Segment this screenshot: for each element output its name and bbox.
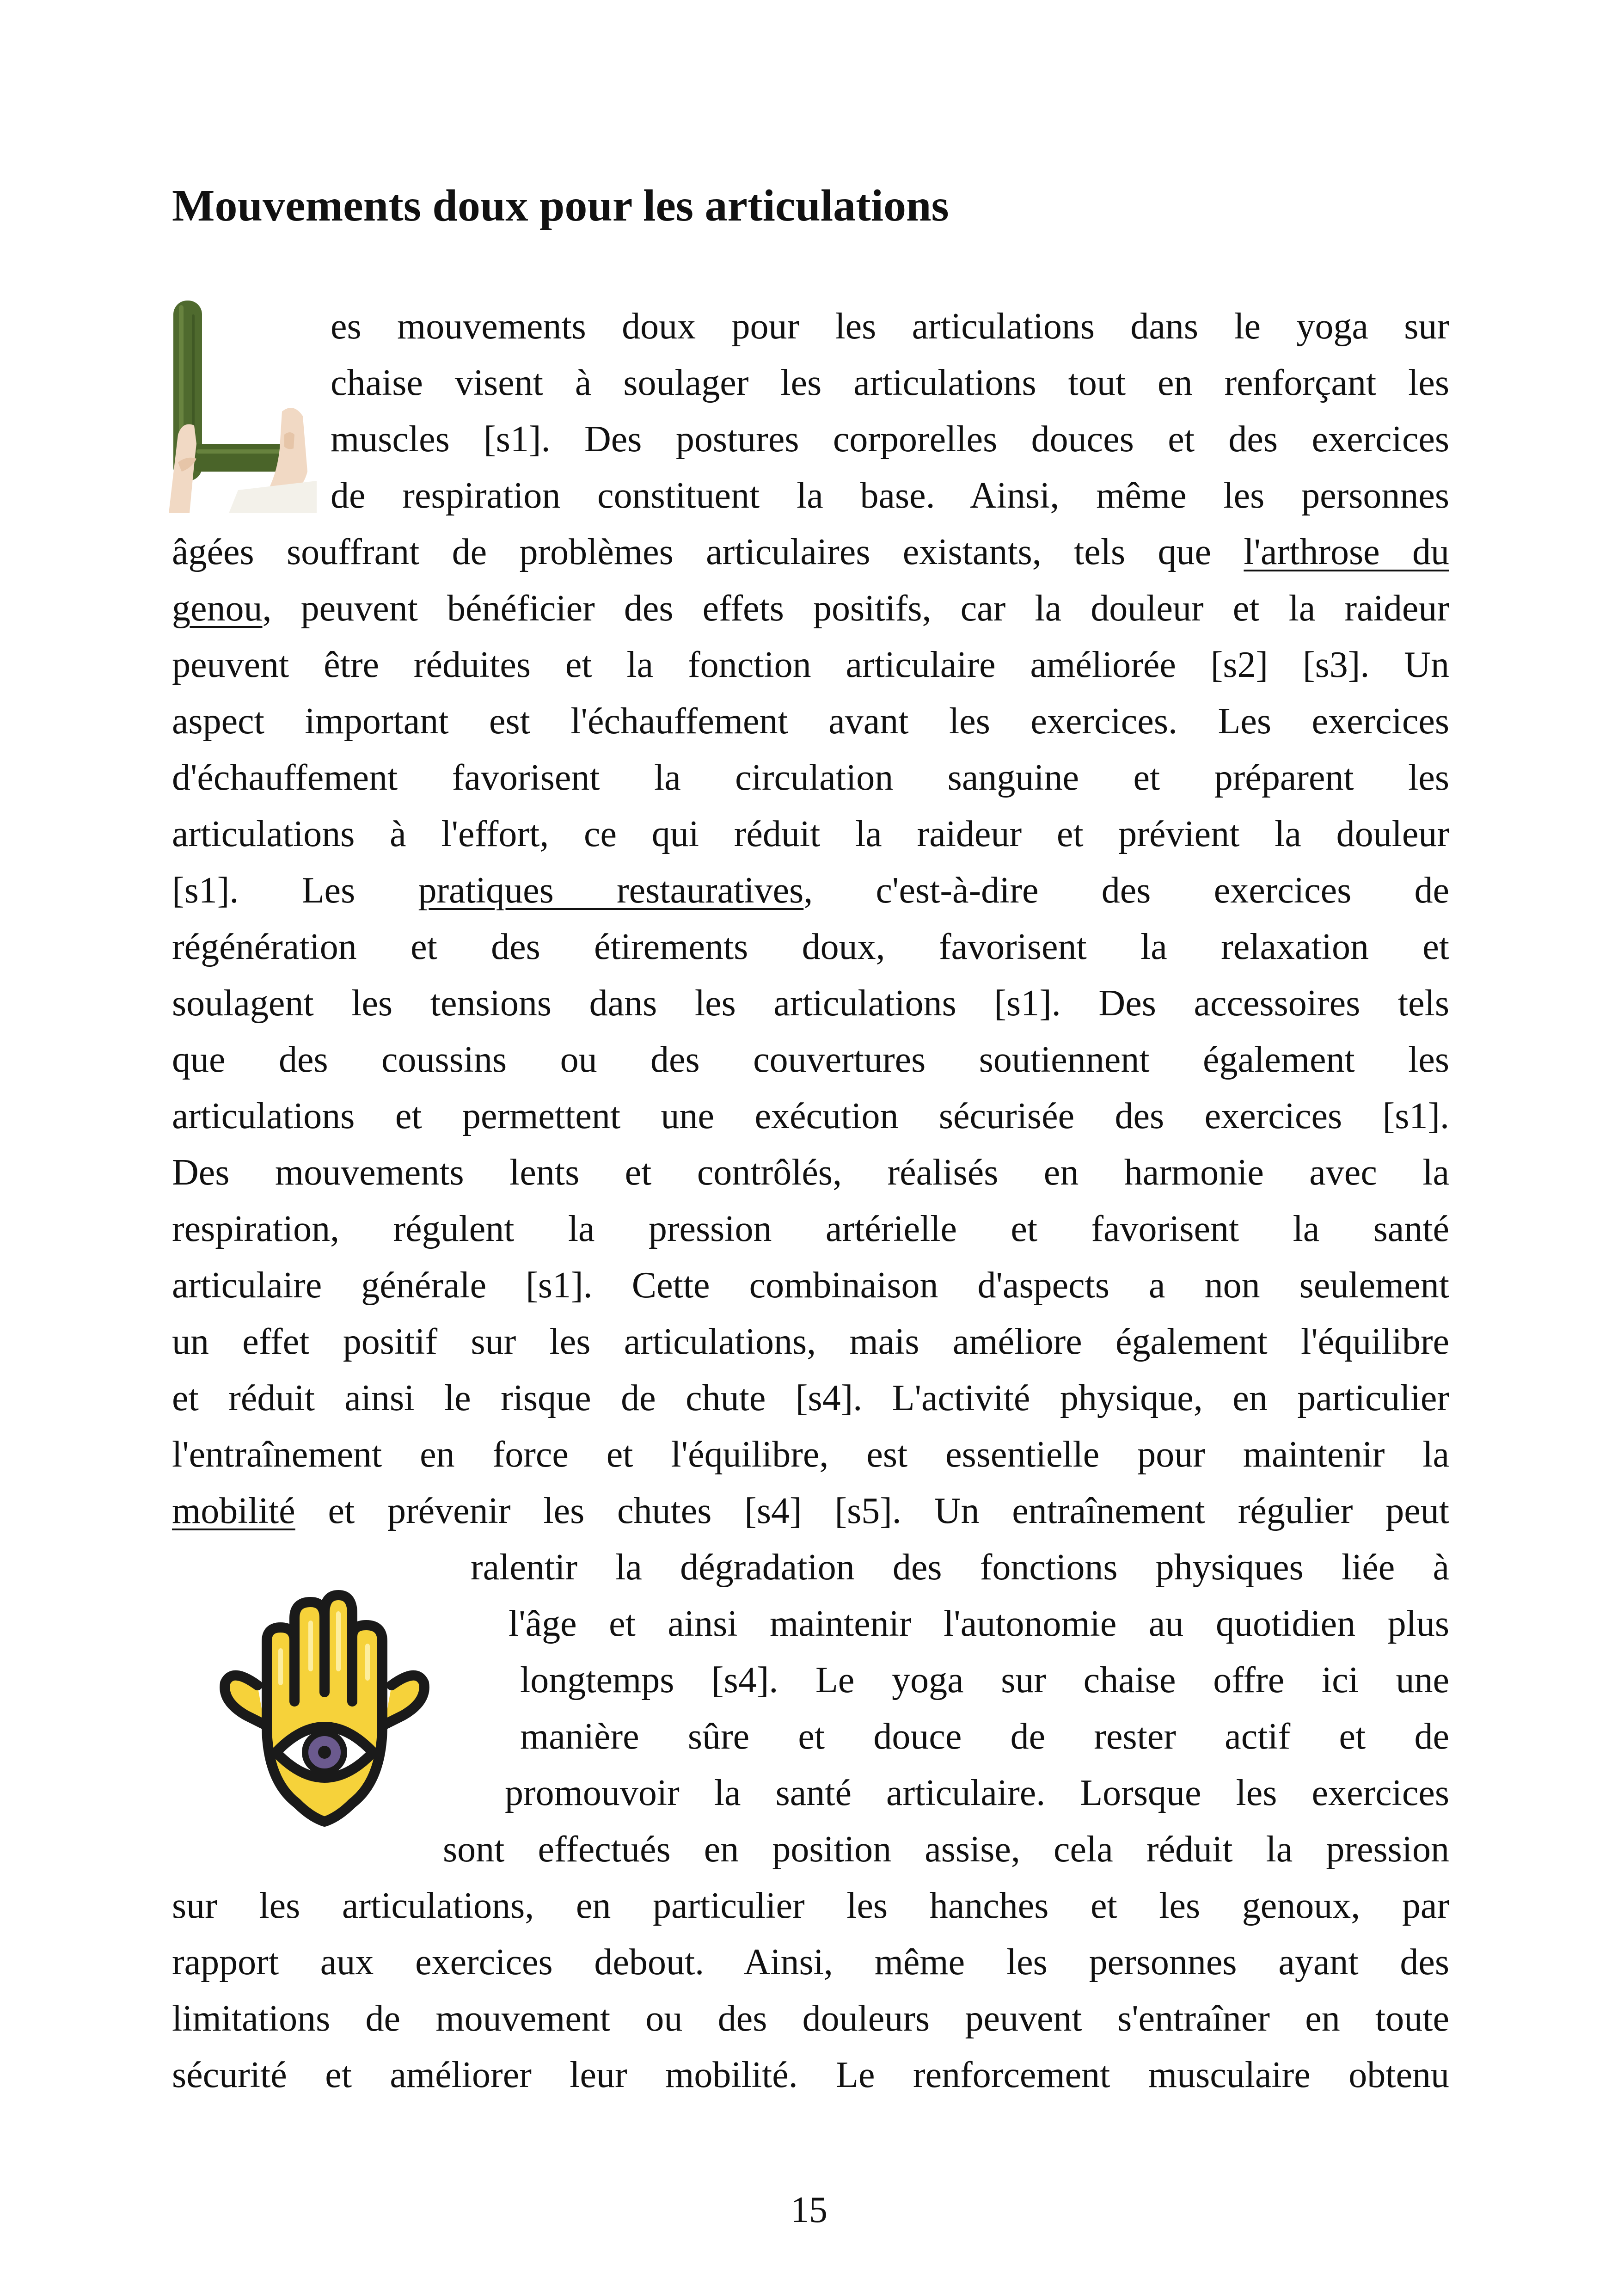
text-line: l'âge et ainsi maintenir l'autonomie au quotidien plus xyxy=(509,1603,1449,1644)
hamsa-illustration xyxy=(214,1586,435,1836)
text-line: articulations à l'effort, ce qui réduit la raideur et prévient la douleur xyxy=(172,814,1449,854)
link-pratiques-restauratives[interactable]: pratiques restauratives xyxy=(418,870,804,911)
text-line: chaise visent à soulager les articulations tout en renforçant les xyxy=(331,362,1449,403)
text-line: sécurité et améliorer leur mobilité. Le renforcement musculaire obtenu xyxy=(172,2055,1449,2095)
text-line: que des coussins ou des couvertures soutiennent également les xyxy=(172,1039,1449,1080)
hamsa-hand-eye-icon xyxy=(214,1586,435,1836)
text-line: de respiration constituent la base. Ainsi, même les personnes xyxy=(331,475,1449,516)
text-line: d'échauffement favorisent la circulation sanguine et préparent les xyxy=(172,757,1449,798)
text-line: sont effectués en position assise, cela réduit la pression xyxy=(443,1829,1449,1870)
dropcap-l-image xyxy=(169,296,317,513)
text-line: âgées souffrant de problèmes articulaires existants, tels que l'arthrose du xyxy=(172,532,1449,572)
text-line: manière sûre et douce de rester actif et de xyxy=(520,1716,1449,1757)
text-line: limitations de mouvement ou des douleurs peuvent s'entraîner en toute xyxy=(172,1998,1449,2039)
text-line: longtemps [s4]. Le yoga sur chaise offre ici une xyxy=(520,1660,1449,1701)
link-arthrose-du-genou-cont[interactable]: genou xyxy=(172,588,263,629)
text-line: rapport aux exercices debout. Ainsi, même les personnes ayant des xyxy=(172,1942,1449,1983)
cucumber-letter-l-icon xyxy=(169,296,317,513)
page-number: 15 xyxy=(791,2190,827,2230)
section-heading: Mouvements doux pour les articulations xyxy=(172,181,949,231)
text-line: soulagent les tensions dans les articulations [s1]. Des accessoires tels xyxy=(172,983,1449,1024)
text-line: peuvent être réduites et la fonction articulaire améliorée [s2] [s3]. Un xyxy=(172,645,1449,685)
text-line: es mouvements doux pour les articulations dans le yoga sur xyxy=(331,306,1449,347)
text-line: promouvoir la santé articulaire. Lorsque les exercices xyxy=(505,1773,1449,1813)
text-line: articulaire générale [s1]. Cette combinaison d'aspects a non seulement xyxy=(172,1265,1449,1306)
text-line: Des mouvements lents et contrôlés, réalisés en harmonie avec la xyxy=(172,1152,1449,1193)
text-line: sur les articulations, en particulier les hanches et les genoux, par xyxy=(172,1885,1449,1926)
text-line: mobilité et prévenir les chutes [s4] [s5]. Un entraînement régulier peut xyxy=(172,1491,1449,1531)
text-line: genou, peuvent bénéficier des effets positifs, car la douleur et la raideur xyxy=(172,588,1449,629)
link-mobilite[interactable]: mobilité xyxy=(172,1491,295,1531)
text-line: ralentir la dégradation des fonctions physiques liée à xyxy=(471,1547,1449,1588)
text-line: et réduit ainsi le risque de chute [s4]. L'activité physique, en particulier xyxy=(172,1378,1449,1418)
text-line: muscles [s1]. Des postures corporelles douces et des exercices xyxy=(331,419,1449,460)
link-arthrose-du-genou[interactable]: l'arthrose du xyxy=(1244,532,1449,572)
text-line: respiration, régulent la pression artérielle et favorisent la santé xyxy=(172,1209,1449,1249)
text-line: aspect important est l'échauffement avant les exercices. Les exercices xyxy=(172,701,1449,742)
text-line: [s1]. Les pratiques restauratives, c'est-à-dire des exercices de xyxy=(172,870,1449,911)
text-line: un effet positif sur les articulations, mais améliore également l'équilibre xyxy=(172,1321,1449,1362)
text-line: articulations et permettent une exécution sécurisée des exercices [s1]. xyxy=(172,1096,1449,1136)
text-line: l'entraînement en force et l'équilibre, est essentielle pour maintenir la xyxy=(172,1434,1449,1475)
text-line: régénération et des étirements doux, favorisent la relaxation et xyxy=(172,927,1449,967)
